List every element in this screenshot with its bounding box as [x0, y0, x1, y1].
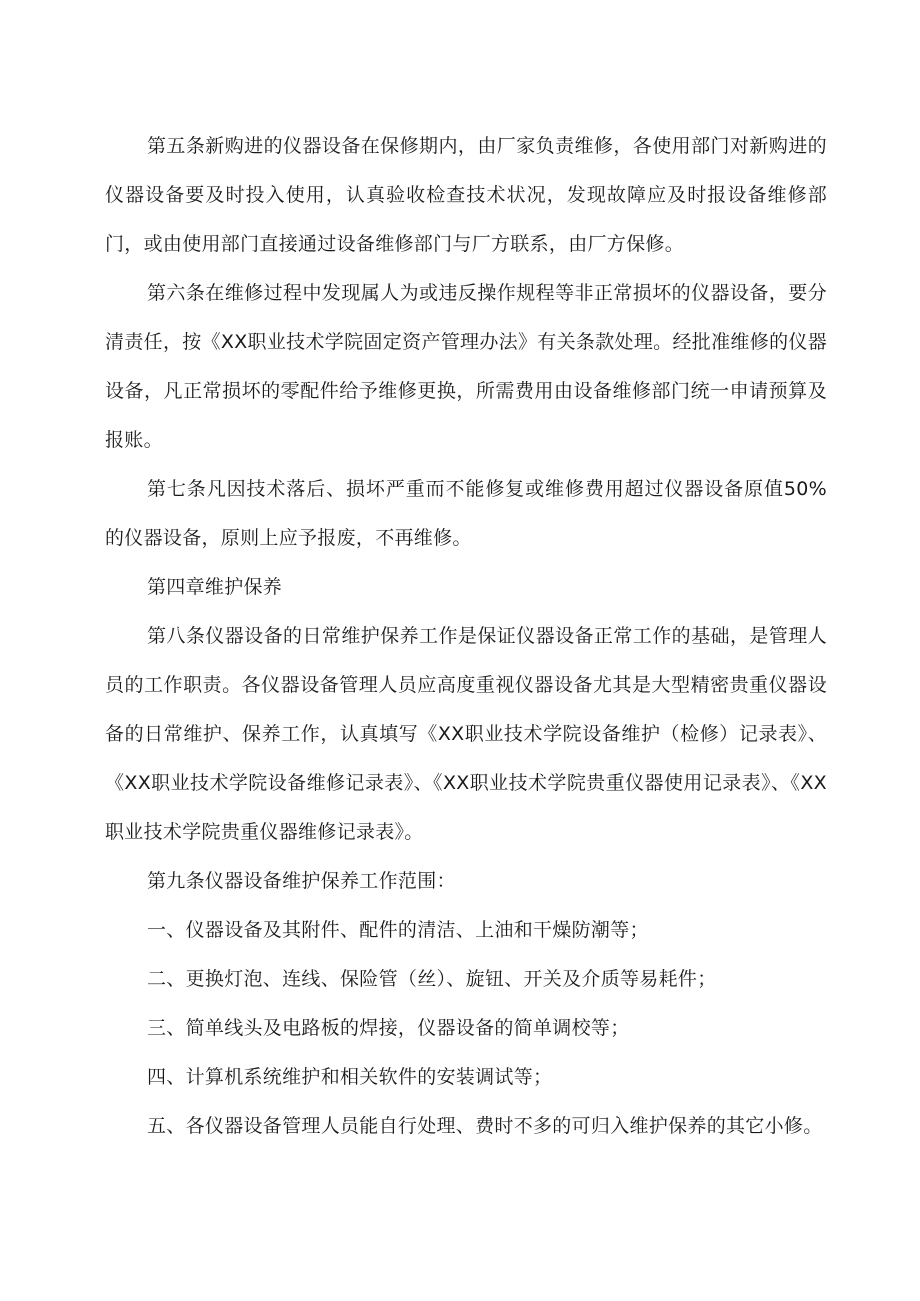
- paragraph-article-9: 第九条仪器设备维护保养工作范围：: [147, 870, 456, 892]
- chapter-heading: 第四章维护保养: [147, 576, 283, 598]
- paragraph-article-7: 第七条凡因技术落后、损坏严重而不能修复或维修费用超过仪器设备原值50%的仪器设备，原则上应予报废，不再维修。: [105, 478, 827, 549]
- paragraph-article-5: 第五条新购进的仪器设备在保修期内，由厂家负责维修，各使用部门对新购进的仪器设备要及时投入使用，认真验收检查技术状况，发现故障应及时报设备维修部门，或由使用部门直接通过设备维修部门与厂方联系，由厂方保修。: [105, 135, 827, 255]
- list-item-5: 五、各仪器设备管理人员能自行处理、费时不多的可归入维护保养的其它小修。: [147, 1115, 823, 1137]
- list-item-1: 一、仪器设备及其附件、配件的清洁、上油和干燥防潮等；: [147, 919, 649, 941]
- document-body: [105, 122, 827, 1151]
- list-item-3: 三、简单线头及电路板的焊接，仪器设备的简单调校等；: [147, 1017, 630, 1039]
- paragraph-article-6: 第六条在维修过程中发现属人为或违反操作规程等非正常损坏的仪器设备，要分清责任，按《XX职业技术学院固定资产管理办法》有关条款处理。经批准维修的仪器设备，凡正常损坏的零配件给予维修更换，所需费用由设备维修部门统一申请预算及报账。: [105, 282, 827, 451]
- paragraph-article-8: 第八条仪器设备的日常维护保养工作是保证仪器设备正常工作的基础，是管理人员的工作职责。各仪器设备管理人员应高度重视仪器设备尤其是大型精密贵重仪器设备的日常维护、保养工作，认真填写《XX职业技术学院设备维护（检修）记录表》、《XX职业技术学院设备维修记录表》、《XX职业技术学院贵重仪器使用记录表》、《XX职业技术学院贵重仪器维修记录表》。: [105, 625, 827, 843]
- list-item-2: 二、更换灯泡、连线、保险管（丝）、旋钮、开关及介质等易耗件；: [147, 968, 717, 990]
- list-item-4: 四、计算机系统维护和相关软件的安装调试等；: [147, 1066, 553, 1088]
